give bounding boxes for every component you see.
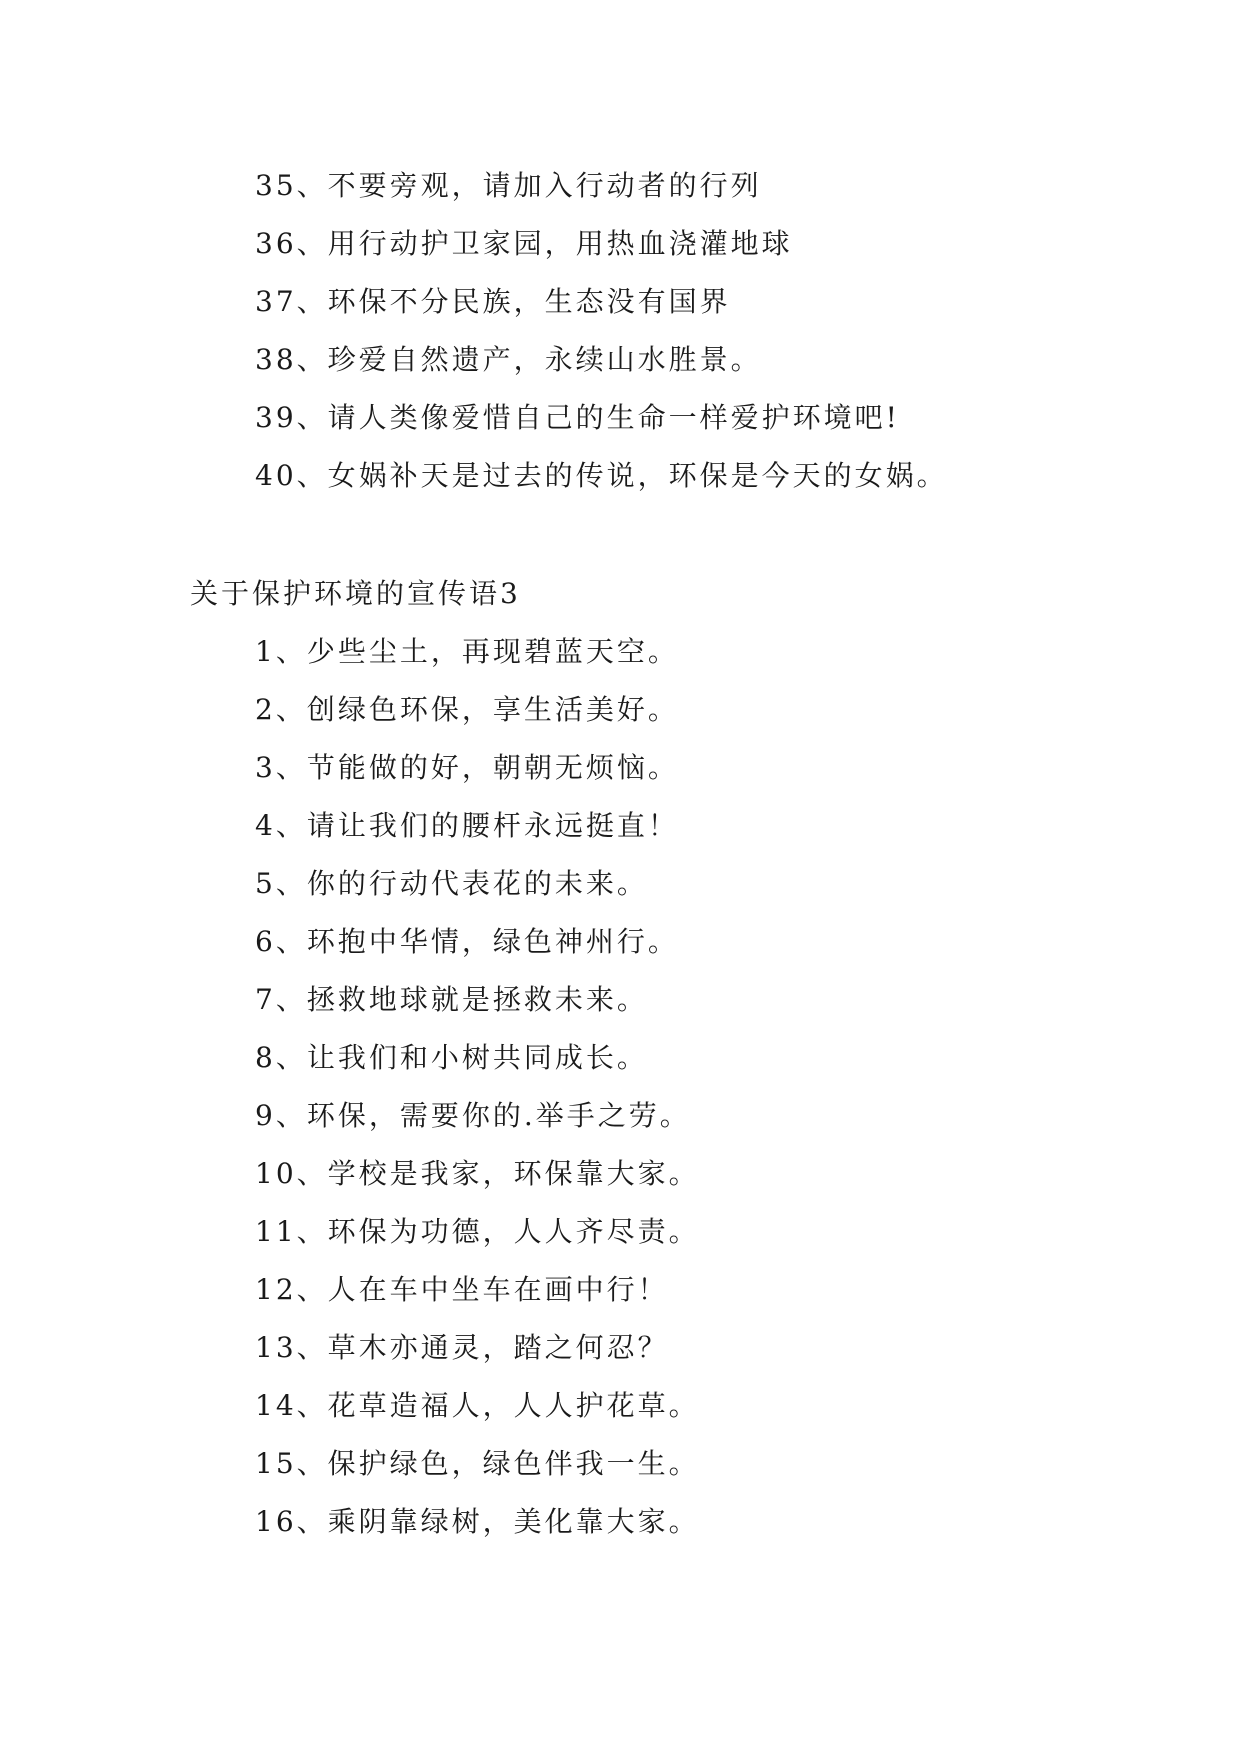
list-item: 3、节能做的好，朝朝无烦恼。: [255, 751, 679, 784]
list-item: 38、珍爱自然遗产，永续山水胜景。: [255, 343, 762, 376]
list-item: 10、学校是我家，环保靠大家。: [255, 1157, 700, 1190]
list-item: 13、草木亦通灵，踏之何忍？: [255, 1331, 669, 1364]
list-item: 8、让我们和小树共同成长。: [255, 1041, 648, 1074]
list-item: 15、保护绿色，绿色伴我一生。: [255, 1447, 700, 1480]
list-item: 1、少些尘土，再现碧蓝天空。: [255, 635, 679, 668]
list-item: 39、请人类像爱惜自己的生命一样爱护环境吧!: [255, 401, 900, 434]
list-item: 5、你的行动代表花的未来。: [255, 867, 648, 900]
list-item: 11、环保为功德，人人齐尽责。: [255, 1215, 700, 1248]
list-item: 6、环抱中华情，绿色神州行。: [255, 925, 679, 958]
list-item: 9、环保，需要你的.举手之劳。: [255, 1099, 691, 1132]
list-item: 16、乘阴靠绿树，美化靠大家。: [255, 1505, 700, 1538]
list-item: 35、不要旁观，请加入行动者的行列: [255, 169, 762, 202]
list-item: 14、花草造福人，人人护花草。: [255, 1389, 700, 1422]
list-item: 36、用行动护卫家园，用热血浇灌地球: [255, 227, 793, 260]
list-item: 37、环保不分民族，生态没有国界: [255, 285, 731, 318]
list-item: 7、拯救地球就是拯救未来。: [255, 983, 648, 1016]
section-heading: 关于保护环境的宣传语3: [190, 577, 521, 610]
list-item: 40、女娲补天是过去的传说，环保是今天的女娲。: [255, 459, 948, 492]
list-item: 2、创绿色环保，享生活美好。: [255, 693, 679, 726]
list-item: 12、人在车中坐车在画中行！: [255, 1273, 669, 1306]
list-item: 4、请让我们的腰杆永远挺直！: [255, 809, 679, 842]
